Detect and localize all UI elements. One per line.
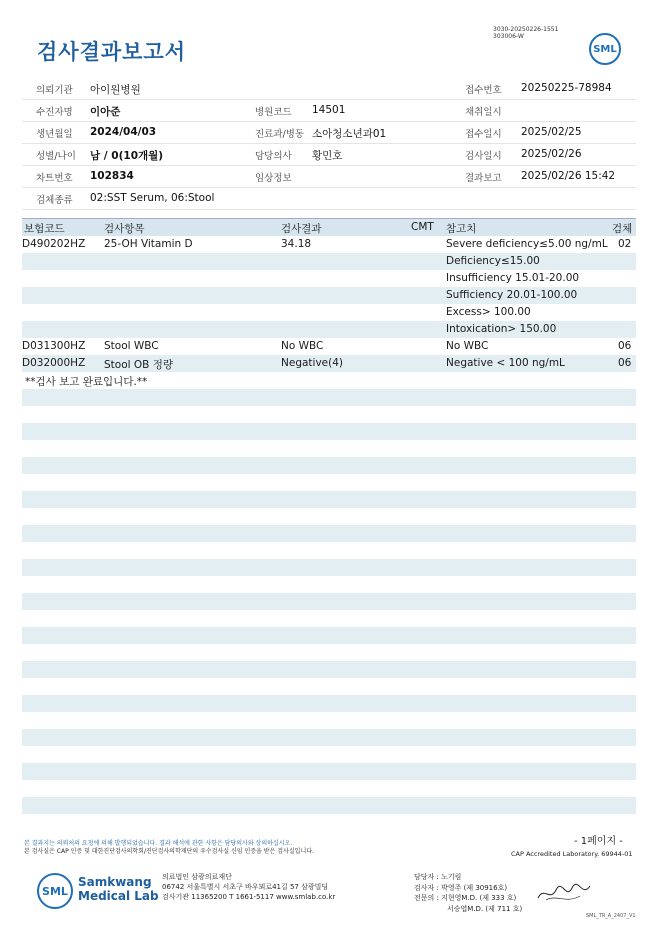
cell-item: Stool WBC <box>104 340 159 352</box>
logo-text: SML <box>593 43 617 55</box>
table-stripe <box>22 542 636 559</box>
info-value: 102834 <box>90 170 134 182</box>
info-value: 2025/02/26 15:42 <box>521 170 616 182</box>
footer-note: 본 결과지는 의뢰처의 요청에 의해 발행되었습니다. 결과 해석에 관한 사항은 담당의사와 상의하십시오. <box>24 840 293 847</box>
info-value: 황민호 <box>312 150 343 162</box>
sml-logo-icon <box>37 873 73 909</box>
info-label: 접수번호 <box>465 85 502 96</box>
footer-note: 본 검사실은 CAP 인증 및 대한진단검사의학회/진단검사의학재단의 우수검사실 신임 인증을 받은 검사실입니다. <box>24 848 314 855</box>
table-stripe <box>22 474 636 491</box>
info-row <box>22 144 636 166</box>
info-row <box>22 122 636 144</box>
address-line: 06742 서울특별시 서초구 바우뫼로41길 57 삼광빌딩 <box>162 883 329 891</box>
cell-result: 34.18 <box>281 238 312 250</box>
table-stripe <box>22 559 636 576</box>
info-row <box>22 166 636 188</box>
info-label: 임상정보 <box>255 173 292 184</box>
cell-ref: Intoxication> 150.00 <box>446 323 557 335</box>
lab-name <box>78 875 159 903</box>
header-item: 검사항목 <box>104 223 145 235</box>
staff-line: 검사자 : 박영주 (제 30916호) <box>414 883 508 892</box>
table-stripe <box>22 253 636 270</box>
cell-ref: Excess> 100.00 <box>446 306 531 318</box>
table-stripe <box>22 712 636 729</box>
info-value: 2025/02/26 <box>521 148 582 160</box>
table-stripe <box>22 763 636 780</box>
lab-name-line: Samkwang <box>78 875 152 889</box>
info-label: 담당의사 <box>255 151 292 162</box>
header-code: 보험코드 <box>24 223 65 235</box>
cell-result: No WBC <box>281 340 324 352</box>
info-label: 접수일시 <box>465 129 502 140</box>
staff-line: 담당자 : 노기림 <box>414 873 462 881</box>
table-stripe <box>22 440 636 457</box>
table-stripe <box>22 780 636 797</box>
footer-notes <box>24 840 314 856</box>
info-label: 채취일시 <box>465 107 502 118</box>
cell-ref: Negative < 100 ng/mL <box>446 357 565 369</box>
info-label: 병원코드 <box>255 107 292 118</box>
address-line: 의료법인 삼광의료재단 <box>162 873 232 881</box>
table-stripe <box>22 797 636 814</box>
table-stripe <box>22 576 636 593</box>
report-complete-note: **검사 보고 완료입니다.** <box>25 376 148 388</box>
cell-item: Stool OB 정량 <box>104 359 173 371</box>
table-stripe <box>22 525 636 542</box>
cell-ref: No WBC <box>446 340 489 352</box>
cap-accreditation: CAP Accredited Laboratory. 69944-01 <box>511 850 633 858</box>
info-label: 수진자명 <box>36 107 73 118</box>
lab-address <box>162 872 335 902</box>
cell-ref: Sufficiency 20.01-100.00 <box>446 289 578 301</box>
cell-item: 25-OH Vitamin D <box>104 238 193 250</box>
info-label: 생년월일 <box>36 129 73 140</box>
info-label: 차트번호 <box>36 173 73 184</box>
info-label: 진료과/병동 <box>255 129 305 140</box>
info-label: 검체종류 <box>36 195 73 206</box>
cell-specimen: 02 <box>618 238 632 250</box>
info-value: 20250225-78984 <box>521 82 612 94</box>
info-value: 남 / 0(10개월) <box>90 150 164 162</box>
doc-id-line: 3030-20250226-1551 <box>493 26 559 33</box>
document-id <box>493 26 558 40</box>
header-specimen: 검체 <box>612 223 633 235</box>
page-number: - 1페이지 - <box>574 836 623 847</box>
table-stripe <box>22 627 636 644</box>
results-table-header <box>22 218 636 236</box>
table-stripe <box>22 593 636 610</box>
info-row <box>22 188 636 210</box>
header-result: 검사결과 <box>281 223 322 235</box>
cell-ref: Severe deficiency≤5.00 ng/mL <box>446 238 608 250</box>
signature-icon <box>536 880 592 906</box>
version-id: SML_TR_A_2407_V1 <box>586 913 636 919</box>
cell-code: D032000HZ <box>22 357 86 369</box>
info-value: 소아청소년과01 <box>312 128 387 140</box>
info-value: 2025/02/25 <box>521 126 582 138</box>
info-row <box>22 100 636 122</box>
header-ref: 참고치 <box>446 223 477 235</box>
table-stripe <box>22 389 636 406</box>
lab-name-line: Medical Lab <box>78 889 159 903</box>
staff-line: 서승엽M.D. (제 711 호) <box>447 904 523 913</box>
table-stripe <box>22 610 636 627</box>
info-label: 검사일시 <box>465 151 502 162</box>
staff-line: 전문의 : 지현영M.D. (제 333 호) <box>414 894 517 902</box>
cell-code: D490202HZ <box>22 238 86 250</box>
cell-result: Negative(4) <box>281 357 343 369</box>
table-stripe <box>22 491 636 508</box>
table-stripe <box>22 304 636 321</box>
table-stripe <box>22 746 636 763</box>
doc-id-line: 303006-W <box>493 33 524 40</box>
cell-ref: Deficiency≤15.00 <box>446 255 540 267</box>
info-value: 이아준 <box>90 106 121 118</box>
table-stripe <box>22 678 636 695</box>
table-stripe <box>22 423 636 440</box>
logo-text: SML <box>42 884 68 898</box>
table-stripe <box>22 695 636 712</box>
cell-specimen: 06 <box>618 357 632 369</box>
cell-code: D031300HZ <box>22 340 86 352</box>
info-label: 결과보고 <box>465 173 502 184</box>
table-stripe <box>22 644 636 661</box>
info-label: 의뢰기관 <box>36 85 73 96</box>
table-stripe <box>22 814 636 831</box>
cell-ref: Insufficiency 15.01-20.00 <box>446 272 580 284</box>
info-label: 성별/나이 <box>36 151 76 162</box>
header-cmt: CMT <box>411 221 434 233</box>
info-value: 아이원병원 <box>90 84 141 96</box>
table-stripe <box>22 406 636 423</box>
cell-specimen: 06 <box>618 340 632 352</box>
table-stripe <box>22 508 636 525</box>
report-title: 검사결과보고서 <box>37 40 187 64</box>
info-value: 02:SST Serum, 06:Stool <box>90 192 215 204</box>
staff-list <box>414 872 522 914</box>
table-stripe <box>22 457 636 474</box>
info-value: 14501 <box>312 104 346 116</box>
info-value: 2024/04/03 <box>90 126 157 138</box>
patient-info-block <box>22 78 636 210</box>
table-stripe <box>22 661 636 678</box>
table-stripe <box>22 729 636 746</box>
address-line: 검사기관 11365200 T 1661-5117 www.smlab.co.kr <box>162 893 336 901</box>
sml-logo-icon <box>589 33 621 65</box>
info-row <box>22 78 636 100</box>
